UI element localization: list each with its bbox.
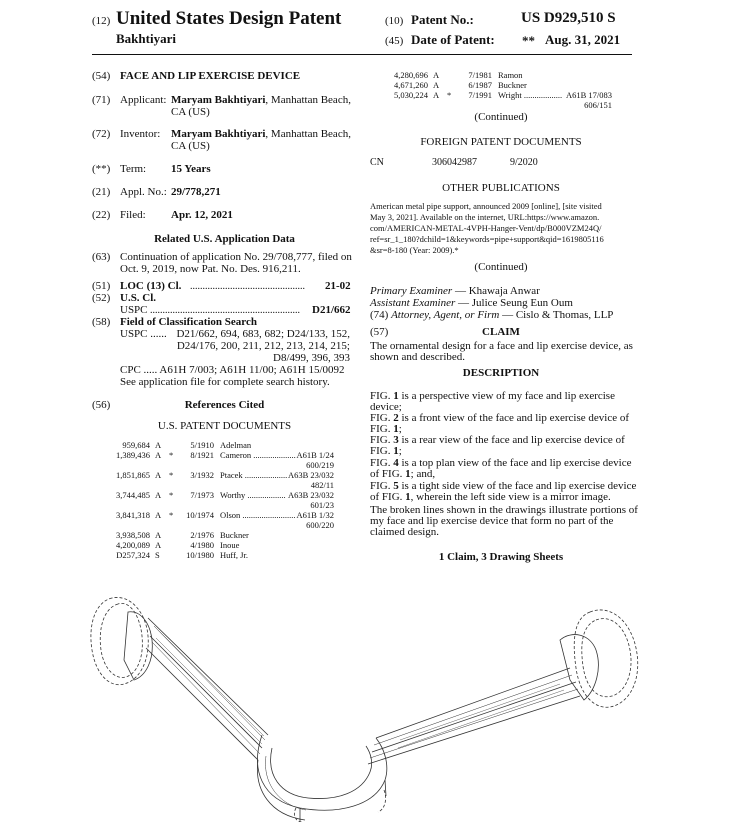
ref-number: 1,389,436: [116, 450, 150, 460]
appl-label: Appl. No.:: [120, 186, 167, 198]
ref-flag: *: [169, 510, 174, 520]
loc-code: (51): [92, 280, 111, 292]
ref-number: D257,324: [116, 550, 150, 560]
fig5-line-1: FIG. 5 is a tight side view of the face and lip exercise device: [370, 480, 637, 492]
us-docs-heading: U.S. PATENT DOCUMENTS: [157, 420, 292, 432]
ref-class: A61B 1/24: [296, 450, 334, 460]
patent-no-code: (10): [385, 15, 404, 27]
refs-code: (56): [92, 399, 111, 411]
ref-date: 2/1976: [190, 530, 214, 540]
term-label: Term:: [120, 163, 147, 175]
field-line-3: D8/499, 396, 393: [273, 352, 350, 364]
cont-code: (63): [92, 251, 111, 263]
ref-name: Inoue: [220, 540, 240, 550]
ref-number: 4,671,260: [394, 80, 428, 90]
inventor-short-name: Bakhtiyari: [116, 31, 176, 46]
ref-date: 4/1980: [190, 540, 214, 550]
uspc-value: D21/662: [312, 304, 351, 316]
term-value: 15 Years: [171, 163, 211, 175]
broken-lines-3: claimed design.: [370, 526, 440, 538]
field-heading: Field of Classification Search: [120, 316, 257, 328]
ref-kind: A: [155, 470, 162, 480]
right-arm: [368, 668, 580, 764]
fig4-line-2: of FIG. 1; and,: [370, 468, 436, 480]
refs-heading: References Cited: [184, 399, 265, 411]
other-pub-line-1: American metal pipe support, announced 2009 [online], [site visited: [370, 201, 602, 211]
other-pub-line-5: &sr=8-180 (Year: 2009).*: [370, 245, 459, 255]
ref-name: Buckner: [220, 530, 249, 540]
patent-no-label: Patent No.:: [411, 12, 474, 27]
ref-kind: A: [155, 510, 162, 520]
fig2-line-2: FIG. 1;: [370, 423, 402, 435]
ref-class: A61B 17/083: [565, 90, 612, 100]
claim-heading: CLAIM: [482, 326, 520, 338]
ref-number: 4,200,089: [116, 540, 150, 550]
fig3-line-1: FIG. 3 is a rear view of the face and lip exercise device of: [370, 434, 625, 446]
ref-flag: *: [169, 490, 174, 500]
filed-code: (22): [92, 209, 111, 221]
loc-value: 21-02: [325, 280, 351, 292]
related-heading: Related U.S. Application Data: [154, 233, 295, 245]
u-bend: [257, 735, 386, 822]
appl-code: (21): [92, 186, 111, 198]
ref-number: 1,851,865: [116, 470, 150, 480]
ref-date: 8/1921: [190, 450, 214, 460]
continued-2: (Continued): [474, 261, 528, 273]
ref-flag: *: [169, 470, 174, 480]
attorney-label: Attorney, Agent, or Firm: [391, 309, 500, 321]
applicant-state: CA (US): [171, 106, 210, 118]
appl-number: 29/778,271: [171, 186, 221, 198]
filed-label: Filed:: [120, 209, 146, 221]
loc-leader: ..............................................: [190, 281, 305, 292]
ref-class-secondary: 600/219: [306, 460, 334, 470]
fig2-line-1: FIG. 2 is a front view of the face and lip exercise device of: [370, 412, 630, 424]
fig3-line-2: FIG. 1;: [370, 445, 402, 457]
applicant-name: Maryam Bakhtiyari: [171, 94, 266, 106]
description-heading: DESCRIPTION: [462, 367, 540, 379]
applicant-label: Applicant:: [120, 94, 167, 106]
ref-name: Adelman: [220, 440, 252, 450]
ref-date: 7/1973: [190, 490, 214, 500]
ref-kind: A: [155, 530, 162, 540]
ref-number: 959,684: [122, 440, 150, 450]
ref-kind: A: [433, 90, 440, 100]
primary-examiner-name: — Khawaja Anwar: [452, 285, 540, 297]
ref-class-secondary: 482/11: [310, 480, 334, 490]
ref-class-secondary: 601/23: [310, 500, 334, 510]
right-pad-outline: [574, 610, 638, 707]
foreign-heading: FOREIGN PATENT DOCUMENTS: [420, 136, 582, 148]
ref-date: 10/1980: [186, 550, 214, 560]
claim-line-1: The ornamental design for a face and lip exercise device, as: [370, 340, 633, 352]
fig1-line-2: device;: [370, 401, 402, 413]
field-code: (58): [92, 316, 111, 328]
ref-name: Worthy ..................: [220, 490, 286, 500]
broken-lines-1: The broken lines shown in the drawings illustrate portions of: [370, 504, 638, 516]
assistant-examiner-name: — Julice Seung Eun Oum: [455, 297, 573, 309]
uspc-label: USPC: [120, 304, 148, 316]
date-label: Date of Patent:: [411, 32, 495, 47]
claim-line-2: shown and described.: [370, 351, 466, 363]
inventor-name: Maryam Bakhtiyari: [171, 128, 266, 140]
applicant-code: (71): [92, 94, 111, 106]
date-code: (45): [385, 35, 404, 47]
ref-flag: *: [447, 90, 452, 100]
ref-class: A63B 23/032: [287, 470, 334, 480]
ref-class-secondary: 600/220: [306, 520, 334, 530]
other-pub-heading: OTHER PUBLICATIONS: [442, 182, 560, 194]
attorney-name: — Cislo & Thomas, LLP: [499, 309, 614, 321]
loc-label: LOC (13) Cl.: [120, 280, 182, 292]
field-line-2: D24/176, 200, 211, 212, 213, 214, 215;: [176, 340, 350, 352]
claim-code: (57): [370, 326, 389, 338]
ref-class: A61B 1/32: [296, 510, 334, 520]
ref-number: 5,030,224: [394, 90, 428, 100]
inventor-label: Inventor:: [120, 128, 161, 140]
ref-date: 10/1974: [186, 510, 214, 520]
ref-number: 3,841,318: [116, 510, 150, 520]
fig5-line-2: of FIG. 1, wherein the left side view is a mirror image.: [370, 491, 611, 503]
ref-class: A63B 23/032: [287, 490, 334, 500]
ref-date: 7/1991: [468, 90, 492, 100]
inventor-code: (72): [92, 128, 111, 140]
title-code: (54): [92, 70, 111, 82]
ref-number: 3,938,508: [116, 530, 150, 540]
ref-kind: S: [155, 550, 160, 560]
cont-line-2: Oct. 9, 2019, now Pat. No. Des. 916,211.: [120, 263, 301, 275]
ref-name: Buckner: [498, 80, 527, 90]
other-pub-line-2: May 3, 2021]. Available on the internet, URL:https://www.amazon.: [370, 212, 600, 222]
ref-date: 6/1987: [468, 80, 492, 90]
uscl-code: (52): [92, 292, 111, 304]
ref-name: Olson .........................: [220, 510, 296, 520]
broken-lines-2: my face and lip exercise device that form no part of the: [370, 515, 614, 527]
ref-kind: A: [155, 440, 162, 450]
ref-name: Huff, Jr.: [220, 550, 248, 560]
ref-number: 3,744,485: [116, 490, 150, 500]
uscl-label: U.S. Cl.: [120, 292, 157, 304]
inventor-location: , Manhattan Beach,: [265, 128, 351, 140]
ref-kind: A: [433, 70, 440, 80]
continued-1: (Continued): [474, 111, 528, 123]
claims-sheets-count: 1 Claim, 3 Drawing Sheets: [438, 551, 564, 563]
left-arm: [146, 618, 268, 760]
ref-number: 4,280,696: [394, 70, 428, 80]
ref-name: Ramon: [498, 70, 523, 80]
uspc-leader: ............................................................: [150, 305, 300, 316]
cont-line-1: Continuation of application No. 29/708,777, filed on: [120, 251, 352, 263]
foreign-country: CN: [370, 157, 384, 168]
foreign-date: 9/2020: [510, 157, 538, 168]
foreign-number: 306042987: [432, 157, 477, 168]
left-pad-outline: [91, 597, 148, 684]
ref-flag: *: [169, 450, 174, 460]
other-pub-line-4: ref=sr_1_180?dchild=1&keywords=pipe+support&qid=1619805116: [370, 234, 604, 244]
term-code: (**): [92, 163, 111, 175]
fig4-line-1: FIG. 4 is a top plan view of the face and lip exercise device: [370, 457, 632, 469]
doc-kind-code: (12): [92, 15, 111, 27]
field-note: See application file for complete search history.: [120, 376, 330, 388]
inventor-state: CA (US): [171, 140, 210, 152]
other-pub-line-3: com/AMERICAN-METAL-4VPH-Hanger-Vent/dp/B000VZM24Q/: [370, 223, 602, 233]
ref-kind: A: [155, 450, 162, 460]
ref-kind: A: [155, 490, 162, 500]
ref-kind: A: [433, 80, 440, 90]
primary-examiner-label: Primary Examiner: [370, 285, 453, 297]
date-stars: **: [522, 33, 535, 48]
ref-name: Wright ..................: [498, 90, 563, 100]
ref-kind: A: [155, 540, 162, 550]
ref-name: Ptacek ....................: [220, 470, 288, 480]
bend-end-caps: [294, 790, 385, 822]
filed-date: Apr. 12, 2021: [171, 209, 233, 221]
document-title: United States Design Patent: [116, 8, 342, 29]
ref-date: 7/1981: [468, 70, 492, 80]
ref-date: 5/1910: [190, 440, 214, 450]
field-line-1: D21/662, 694, 683, 682; D24/133, 152,: [176, 328, 350, 340]
patent-number: US D929,510 S: [521, 10, 616, 26]
attorney-code: (74): [370, 309, 389, 321]
field-uspc-prefix: USPC ......: [120, 328, 167, 340]
applicant-location: , Manhattan Beach,: [265, 94, 351, 106]
patent-date: Aug. 31, 2021: [545, 32, 621, 47]
ref-name: Cameron ....................: [220, 450, 296, 460]
invention-title: FACE AND LIP EXERCISE DEVICE: [120, 70, 301, 82]
ref-date: 3/1932: [190, 470, 214, 480]
field-cpc: CPC ..... A61H 7/003; A61H 11/00; A61H 15/0092: [120, 364, 345, 376]
fig1-line-1: FIG. 1 is a perspective view of my face and lip exercise: [370, 390, 615, 402]
assistant-examiner-label: Assistant Examiner: [370, 297, 456, 309]
ref-class-secondary: 606/151: [584, 100, 612, 110]
